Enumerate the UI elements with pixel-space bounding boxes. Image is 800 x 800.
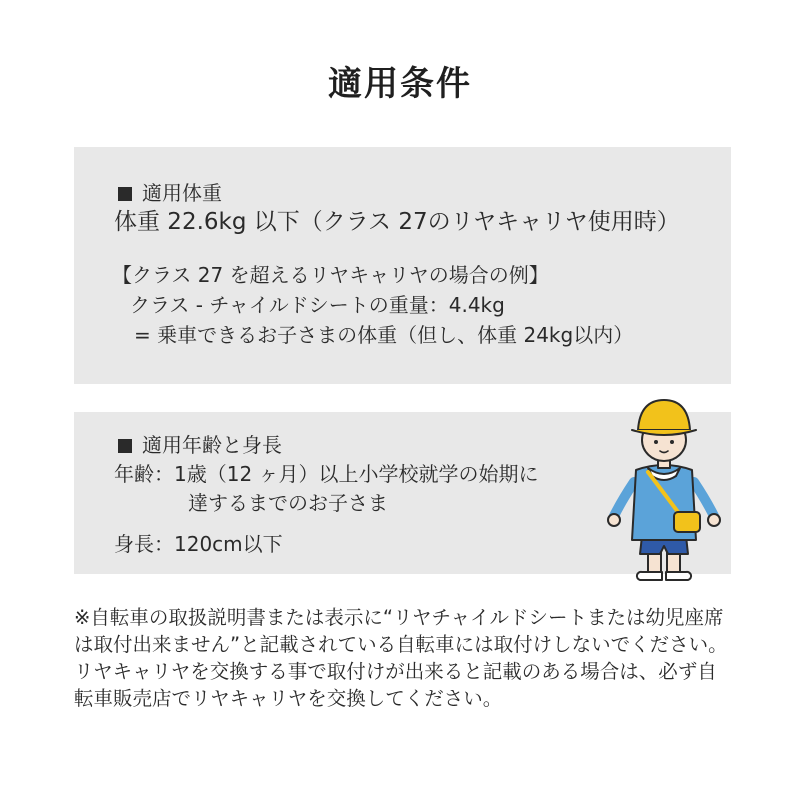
weight-section-heading: 適用体重 xyxy=(118,183,222,203)
caution-note: ※自転車の取扱説明書または表示に“リヤチャイルドシートまたは幼児座席は取付出来ません”と記載されている自転車には取付けしないでください。リヤキャリヤを交換する事で取付けが出来ると記載のある場合は、必ず自転車販売店でリヤキャリヤを交換してください。 xyxy=(74,606,728,710)
weight-section xyxy=(74,147,731,384)
square-bullet-icon xyxy=(118,439,132,453)
page-title: 適用条件 xyxy=(328,64,472,104)
example-title: 【クラス 27 を超えるリヤキャリヤの場合の例】 xyxy=(112,263,549,287)
height-text: 身長：120cm以下 xyxy=(114,532,283,556)
age-text-line-1: 年齢：1歳（12 ヶ月）以上小学校就学の始期に xyxy=(114,462,539,486)
age-text-line-2: 達するまでのお子さま xyxy=(188,491,388,515)
example-formula-2: = 乗車できるお子さまの体重（但し、体重 24kg以内） xyxy=(134,323,634,347)
weight-limit-text: 体重 22.6kg 以下（クラス 27のリヤキャリヤ使用時） xyxy=(114,209,680,235)
example-formula-1: クラス - チャイルドシートの重量：4.4kg xyxy=(130,293,505,317)
square-bullet-icon xyxy=(118,187,132,201)
child-with-school-hat-icon xyxy=(604,390,724,600)
age-height-heading: 適用年齢と身長 xyxy=(118,435,282,455)
